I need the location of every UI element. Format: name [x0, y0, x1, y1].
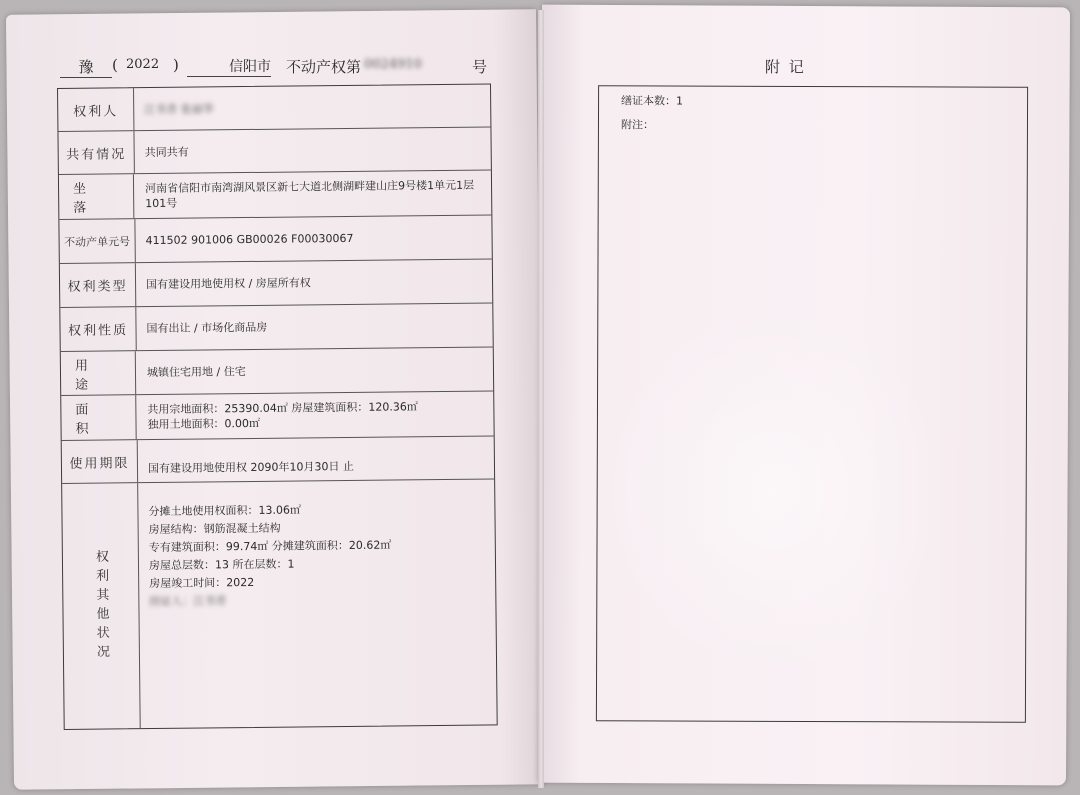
- row-value: 411502 901006 GB00026 F00030067: [145, 231, 354, 248]
- table-row: [59, 215, 491, 264]
- other-line: 分摊土地使用权面积：13.06㎡: [148, 503, 302, 519]
- row-value: 共同共有: [144, 145, 189, 159]
- cert-year: 2022: [126, 57, 160, 72]
- table-row: [61, 347, 493, 396]
- row-label: 不动产单元号: [59, 219, 135, 263]
- other-status-lines: [148, 501, 392, 612]
- table-row-other: [62, 479, 497, 729]
- province-abbr: 豫: [60, 56, 112, 78]
- row-label: 权利类型: [60, 263, 136, 307]
- row-label: 权利性质: [60, 307, 136, 351]
- note-label: 附注：: [620, 118, 654, 132]
- row-value: 国有建设用地使用权 2090年10月30日 止: [147, 459, 355, 476]
- row-value: 城镇住宅用地 / 住宅: [146, 365, 246, 380]
- certificate-header: [60, 56, 500, 80]
- row-value: [147, 392, 487, 440]
- table-row: [58, 127, 490, 175]
- row-value: [144, 85, 484, 131]
- paren-close: ): [173, 56, 179, 74]
- table-row: [59, 170, 491, 220]
- row-label: 面积: [61, 395, 136, 440]
- copies-count: 缮证本数：1: [621, 94, 684, 108]
- property-info-table: [57, 83, 498, 730]
- other-line: 房屋结构：钢筋混凝土结构: [148, 521, 281, 537]
- owner-name: 江书青 张丽华: [144, 101, 214, 116]
- cert-suffix: 号: [472, 58, 488, 76]
- annotation-title: 附 记: [765, 58, 806, 76]
- other-line: 持证人：江书青: [149, 594, 227, 609]
- city-name: 信阳市: [187, 56, 271, 77]
- other-status-label: 权利其他状况: [62, 483, 141, 729]
- other-line: 房屋总层数：13 所在层数：1: [148, 557, 295, 573]
- other-line: 专有建筑面积：99.74㎡ 分摊建筑面积：20.62㎡: [148, 538, 392, 555]
- area-line-2: 独用土地面积：0.00㎡: [147, 416, 261, 432]
- row-value: 河南省信阳市南湾湖风景区新七大道北侧湖畔建山庄9号楼1单元1层101号: [144, 178, 475, 211]
- table-row: [62, 436, 494, 484]
- book-spine: [538, 10, 544, 788]
- row-label: 共有情况: [58, 131, 134, 174]
- row-value: 国有建设用地使用权 / 房屋所有权: [145, 276, 311, 292]
- table-row: [60, 259, 492, 308]
- annotation-box: [596, 85, 1028, 722]
- row-label: 权利人: [58, 88, 134, 131]
- row-label: 用途: [61, 351, 136, 395]
- row-label: 坐落: [59, 174, 134, 219]
- row-value: 国有出让 / 市场化商品房: [146, 320, 268, 336]
- row-label: 使用期限: [62, 440, 138, 483]
- table-row: [61, 391, 493, 441]
- area-line-1: 共用宗地面积：25390.04㎡ 房屋建筑面积：120.36㎡: [147, 400, 418, 417]
- cert-prefix: 不动产权第: [286, 58, 362, 76]
- cert-number: 0024910: [364, 57, 422, 72]
- other-line: 房屋竣工时间：2022: [149, 575, 255, 591]
- table-row: [60, 303, 492, 352]
- table-row: [58, 84, 490, 132]
- paren-open: (: [112, 56, 118, 74]
